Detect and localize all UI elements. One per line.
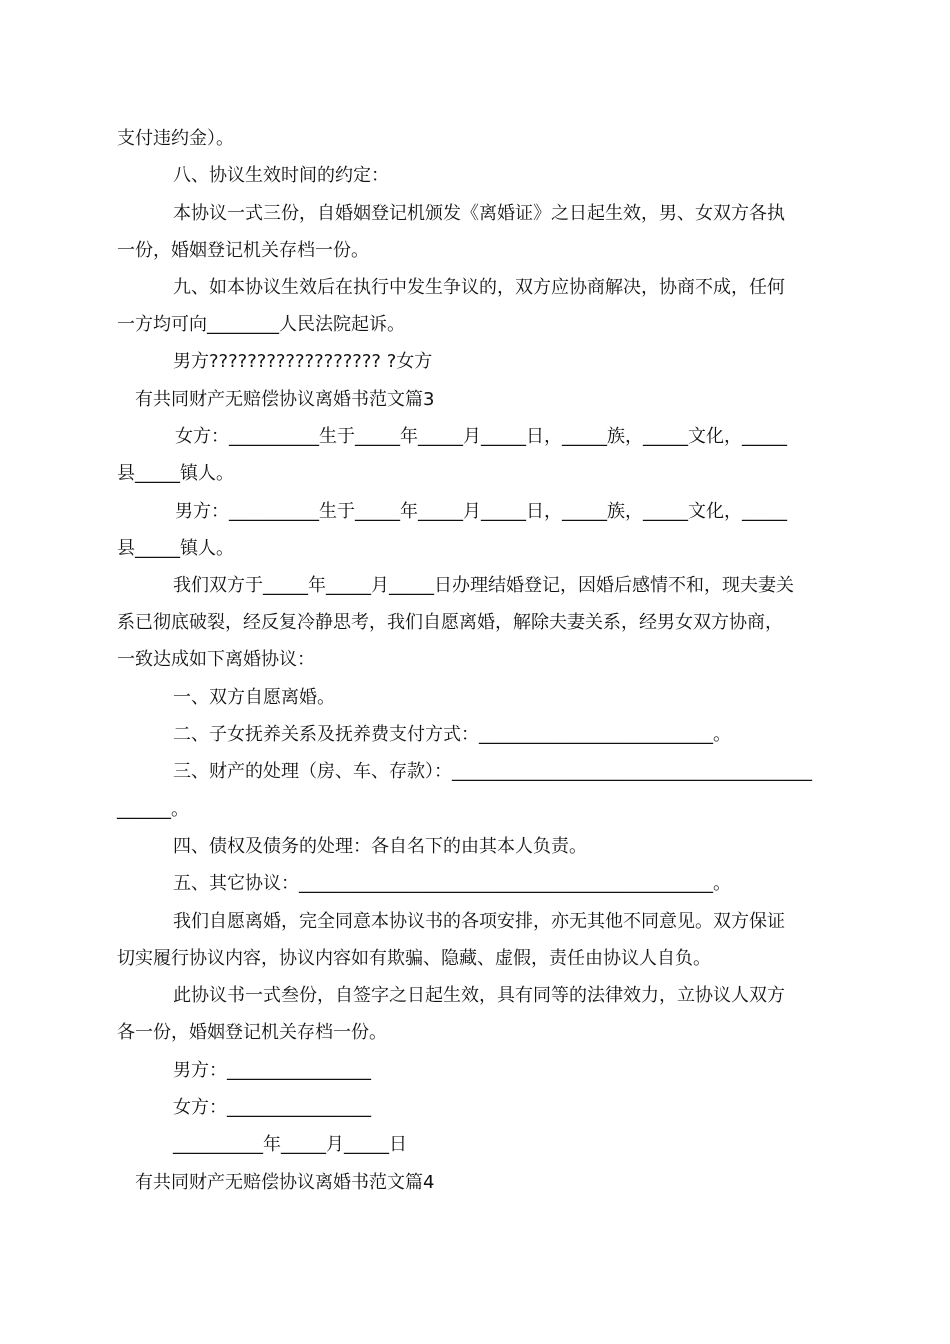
text-line: 四、债权及债务的处理：各自名下的由其本人负责。 [173, 836, 587, 857]
text-line: 五、其它协议：______________________________________________。 [173, 873, 731, 894]
text-line: ______。 [117, 799, 189, 820]
text-line: 男方?????????????????? ?女方 [173, 351, 433, 372]
text-line: 此协议书一式叁份，自签字之日起生效，具有同等的法律效力，立协议人双方 [173, 985, 785, 1006]
text-line: 一份，婚姻登记机关存档一份。 [117, 240, 369, 261]
text-line: 我们自愿离婚，完全同意本协议书的各项安排，亦无其他不同意见。双方保证 [173, 911, 785, 932]
text-line: 八、协议生效时间的约定： [173, 165, 389, 186]
text-line: 本协议一式三份，自婚姻登记机颁发《离婚证》之日起生效，男、女双方各执 [173, 203, 785, 224]
text-line: 九、如本协议生效后在执行中发生争议的，双方应协商解决，协商不成，任何 [173, 277, 785, 298]
text-line: __________年_____月_____日 [173, 1134, 407, 1155]
text-line: 三、财产的处理（房、车、存款）：________________________________________ [173, 761, 812, 782]
text-line: 系已彻底破裂，经反复冷静思考，我们自愿离婚，解除夫妻关系，经男女双方协商， [117, 612, 783, 633]
text-line: 男方：__________生于_____年_____月_____日，_____族，_____文化，_____ [175, 501, 787, 522]
text-line: 县_____镇人。 [117, 538, 234, 559]
section-heading: 有共同财产无赔偿协议离婚书范文篇3 [135, 389, 435, 410]
text-line: 我们双方于_____年_____月_____日办理结婚登记，因婚后感情不和，现夫妻关 [173, 575, 794, 596]
text-line: 一、双方自愿离婚。 [173, 687, 335, 708]
text-line: 县_____镇人。 [117, 463, 234, 484]
text-line: 男方：________________ [173, 1060, 371, 1081]
text-line: 一方均可向________人民法院起诉。 [117, 314, 405, 335]
text-line: 二、子女抚养关系及抚养费支付方式：__________________________。 [173, 724, 731, 745]
text-line: 切实履行协议内容，协议内容如有欺骗、隐藏、虚假，责任由协议人自负。 [117, 948, 711, 969]
text-line: 一致达成如下离婚协议： [117, 649, 315, 670]
text-line: 支付违约金）。 [117, 128, 234, 149]
text-line: 女方：__________生于_____年_____月_____日，_____族，_____文化，_____ [175, 426, 787, 447]
section-heading: 有共同财产无赔偿协议离婚书范文篇4 [135, 1172, 435, 1193]
text-line: 各一份，婚姻登记机关存档一份。 [117, 1022, 387, 1043]
text-line: 女方：________________ [173, 1097, 371, 1118]
